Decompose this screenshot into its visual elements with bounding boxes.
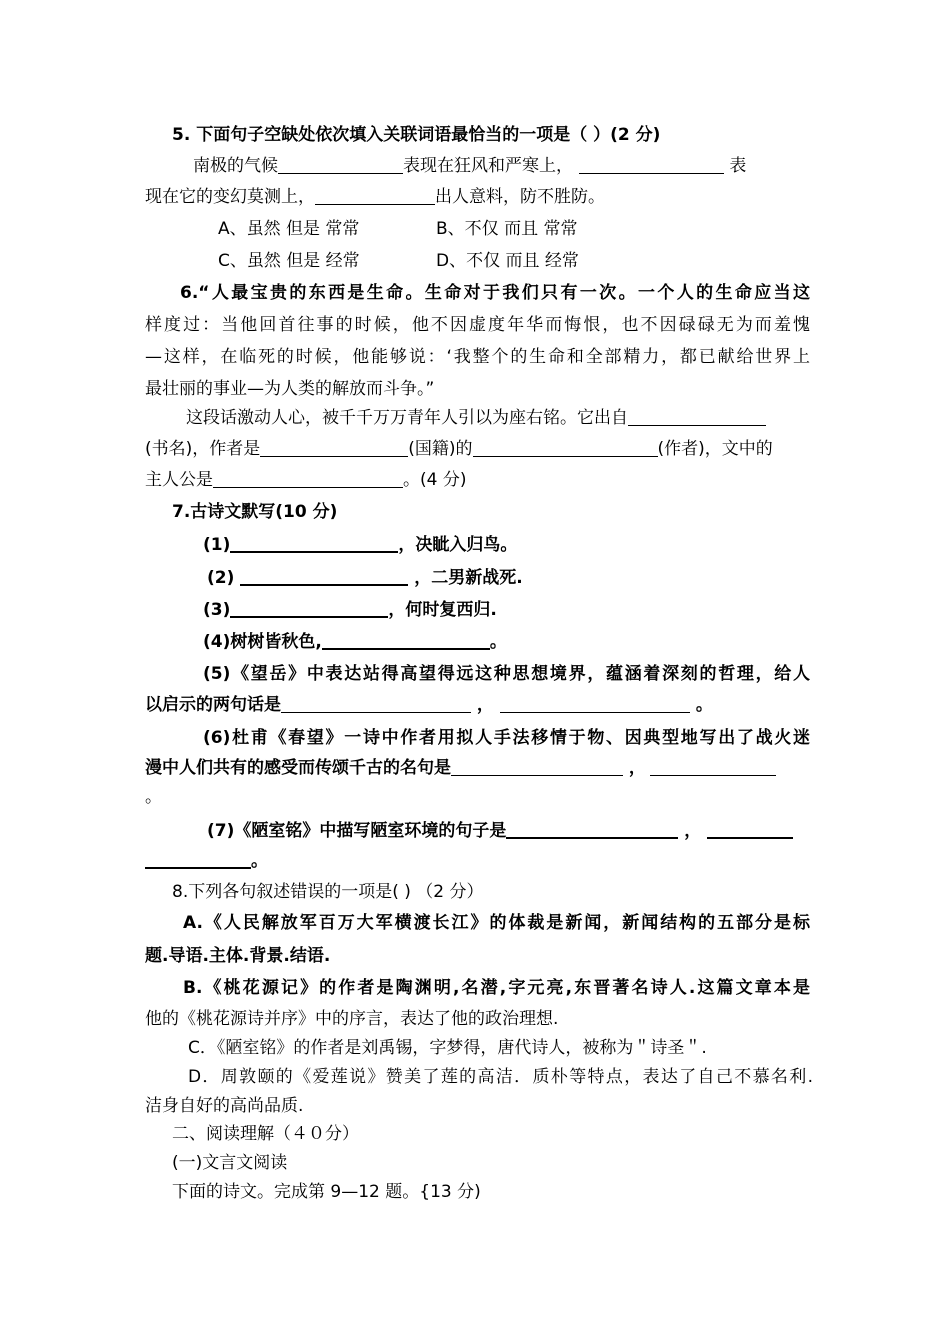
q7-item5-line1: (5)《望岳》中表达站得高望得远这种思想境界，蕴涵着深刻的哲理，给人: [203, 664, 810, 684]
answer-blank[interactable]: [628, 407, 766, 426]
answer-blank[interactable]: [506, 819, 678, 839]
q7-item7-line2: 。: [145, 848, 810, 874]
section2-instructions: 下面的诗文。完成第 9—12 题。{13 分): [172, 1182, 481, 1202]
option-b[interactable]: B、不仅 而且 常常: [436, 219, 578, 239]
q6-question-line3: 主人公是 。(4 分): [145, 470, 467, 490]
q7-item3: (3) ，何时复西归.: [203, 600, 497, 620]
answer-blank[interactable]: [240, 566, 408, 586]
q8-option-b-line1: B.《桃花源记》的作者是陶渊明,名潜,字元亮,东晋著名诗人.这篇文章本是: [183, 978, 810, 998]
q7-item6-line3: 。: [145, 787, 162, 807]
q7-item5-line2: 以启示的两句话是 ， 。: [145, 695, 713, 715]
answer-blank[interactable]: [213, 469, 403, 488]
q6-quote-line4: 最壮丽的事业—为人类的解放而斗争。”: [145, 379, 435, 399]
option-a[interactable]: A、虽然 但是 常常: [218, 219, 360, 239]
q5-options-row1: [218, 216, 883, 242]
answer-blank[interactable]: [322, 630, 490, 650]
answer-blank[interactable]: [500, 694, 690, 713]
q7-item7-line1: (7)《陋室铭》中描写陋室环境的句子是 ，: [207, 818, 872, 844]
q7-item6-line1: (6)杜甫《春望》一诗中作者用拟人手法移情于物、因典型地写出了战火迷: [203, 728, 810, 748]
q7-item1: (1) ，决眦入归鸟。: [203, 535, 518, 555]
q5-sentence-line2: 现在它的变幻莫测上， 出人意料，防不胜防。: [145, 187, 605, 207]
q7-item6-line2: 漫中人们共有的感受而传颂千古的名句是 ，: [145, 755, 810, 781]
q5-title: 5. 下面句子空缺处依次填入关联词语最恰当的一项是（ ）(2 分): [172, 125, 661, 145]
answer-blank[interactable]: [278, 155, 403, 174]
q8-option-d-line1: D．周敦颐的《爱莲说》赞美了莲的高洁．质朴等特点，表达了自己不慕名利.: [188, 1067, 813, 1087]
answer-blank[interactable]: [230, 533, 398, 553]
q8-title: 8.下列各句叙述错误的一项是( ) （2 分）: [172, 882, 484, 902]
answer-blank[interactable]: [579, 155, 724, 174]
q8-option-c-line1: C．《陋室铭》的作者是刘禹锡，字梦得，唐代诗人，被称为＂诗圣＂.: [188, 1038, 707, 1058]
q6-quote-line2: 样度过：当他回首往事的时候，他不因虚度年华而悔恨，也不因碌碌无为而羞愧: [145, 315, 810, 335]
q6-question-line2: (书名)，作者是 (国籍)的 (作者)，文中的: [145, 439, 773, 459]
q5-options-row2: [218, 248, 883, 274]
answer-blank[interactable]: [707, 819, 793, 839]
q6-quote-line3: —这样，在临死的时候，他能够说：‘我整个的生命和全部精力，都已献给世界上: [145, 347, 810, 367]
answer-blank[interactable]: [451, 757, 623, 776]
option-c[interactable]: C、虽然 但是 经常: [218, 251, 360, 271]
q8-option-a-line1: A.《人民解放军百万大军横渡长江》的体裁是新闻，新闻结构的五部分是标: [183, 913, 810, 933]
q6-question-line1: 这段话激动人心，被千千万万青年人引以为座右铭。它出自: [186, 405, 851, 431]
answer-blank[interactable]: [650, 757, 776, 776]
answer-blank[interactable]: [281, 694, 471, 713]
q8-option-a-line2: 题.导语.主体.背景.结语.: [145, 946, 331, 966]
q5-sentence-line1: 南极的气候 表现在狂风和严寒上， 表: [193, 156, 747, 176]
q7-item4: (4)树树皆秋色, 。: [203, 632, 507, 652]
q7-item2: (2) ，二男新战死.: [207, 568, 523, 588]
q6-quote-line1: 6.“人最宝贵的东西是生命。生命对于我们只有一次。一个人的生命应当这: [180, 283, 810, 303]
answer-blank[interactable]: [230, 598, 388, 618]
q8-option-b-line2: 他的《桃花源诗并序》中的序言，表达了他的政治理想.: [145, 1009, 559, 1029]
answer-blank[interactable]: [473, 438, 658, 457]
answer-blank[interactable]: [260, 438, 408, 457]
section2-title: 二、阅读理解（４０分）: [172, 1124, 359, 1144]
answer-blank[interactable]: [145, 849, 251, 869]
option-d[interactable]: D、不仅 而且 经常: [436, 251, 579, 271]
answer-blank[interactable]: [315, 186, 435, 205]
q8-option-d-line2: 洁身自好的高尚品质.: [145, 1096, 304, 1116]
q7-title: 7.古诗文默写(10 分): [172, 502, 338, 522]
section2-subtitle: (一)文言文阅读: [172, 1153, 288, 1173]
